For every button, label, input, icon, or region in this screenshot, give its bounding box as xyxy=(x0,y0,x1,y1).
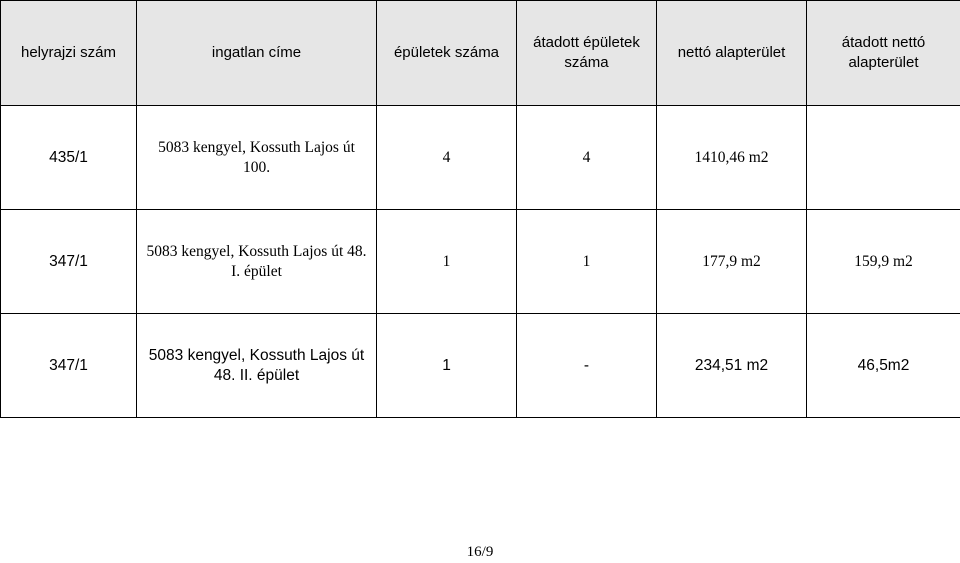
header-building-count: épületek száma xyxy=(377,1,517,106)
table-row xyxy=(1,210,960,314)
cell-building-count: 4 xyxy=(377,106,517,210)
table-header xyxy=(1,1,960,106)
cell-net-floor-area: 177,9 m2 xyxy=(657,210,807,314)
cell-parcel-number: 347/1 xyxy=(1,210,137,314)
cell-parcel-number: 347/1 xyxy=(1,314,137,418)
cell-transferred-building-count: 4 xyxy=(517,106,657,210)
cell-transferred-building-count: 1 xyxy=(517,210,657,314)
cell-transferred-net-floor-area: 159,9 m2 xyxy=(807,210,960,314)
header-property-address: ingatlan címe xyxy=(137,1,377,106)
cell-transferred-building-count: - xyxy=(517,314,657,418)
cell-building-count: 1 xyxy=(377,314,517,418)
cell-property-address: 5083 kengyel, Kossuth Lajos út 100. xyxy=(137,106,377,210)
cell-net-floor-area: 234,51 m2 xyxy=(657,314,807,418)
header-row xyxy=(1,1,960,106)
header-parcel-number: helyrajzi szám xyxy=(1,1,137,106)
page-number: 16/9 xyxy=(466,544,494,560)
cell-property-address: 5083 kengyel, Kossuth Lajos út 48. I. épület xyxy=(137,210,377,314)
table-row xyxy=(1,314,960,418)
cell-building-count: 1 xyxy=(377,210,517,314)
header-transferred-net-floor-area: átadott nettó alapterület xyxy=(807,1,960,106)
header-transferred-building-count: átadott épületek száma xyxy=(517,1,657,106)
table-row xyxy=(1,106,960,210)
table-body xyxy=(1,106,960,418)
cell-transferred-net-floor-area xyxy=(807,106,960,210)
cell-parcel-number: 435/1 xyxy=(1,106,137,210)
cell-net-floor-area: 1410,46 m2 xyxy=(657,106,807,210)
header-net-floor-area: nettó alapterület xyxy=(657,1,807,106)
cell-transferred-net-floor-area: 46,5m2 xyxy=(807,314,960,418)
cell-property-address: 5083 kengyel, Kossuth Lajos út 48. II. épület xyxy=(137,314,377,418)
